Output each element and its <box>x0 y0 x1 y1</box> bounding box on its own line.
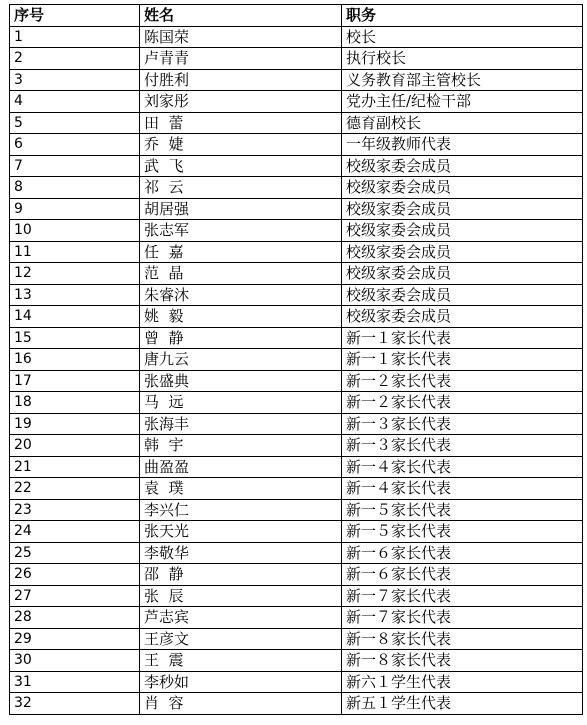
cell-position: 校长 <box>342 26 583 48</box>
cell-serial-number: 26 <box>10 564 140 586</box>
table-row <box>10 349 583 371</box>
table-row <box>10 241 583 263</box>
cell-name: 范 晶 <box>140 263 342 285</box>
cell-serial-number: 31 <box>10 671 140 693</box>
cell-name: 任 嘉 <box>140 241 342 263</box>
cell-name: 肖 容 <box>140 693 342 715</box>
cell-position: 校级家委会成员 <box>342 177 583 199</box>
cell-name: 朱睿沐 <box>140 284 342 306</box>
cell-name: 张志军 <box>140 220 342 242</box>
cell-position: 新一１家长代表 <box>342 327 583 349</box>
cell-serial-number: 19 <box>10 413 140 435</box>
cell-name: 王 震 <box>140 650 342 672</box>
cell-position: 执行校长 <box>342 48 583 70</box>
cell-serial-number: 32 <box>10 693 140 715</box>
table-row <box>10 306 583 328</box>
table-row <box>10 542 583 564</box>
cell-name: 陈国荣 <box>140 26 342 48</box>
cell-name: 王彦文 <box>140 628 342 650</box>
cell-name: 张海丰 <box>140 413 342 435</box>
cell-position: 新一２家长代表 <box>342 370 583 392</box>
cell-serial-number: 2 <box>10 48 140 70</box>
cell-position: 新一６家长代表 <box>342 542 583 564</box>
table-row <box>10 585 583 607</box>
cell-name: 卢青青 <box>140 48 342 70</box>
table-row <box>10 263 583 285</box>
table-row <box>10 392 583 414</box>
cell-serial-number: 29 <box>10 628 140 650</box>
cell-name: 刘家彤 <box>140 91 342 113</box>
table-row <box>10 607 583 629</box>
cell-position: 新一７家长代表 <box>342 585 583 607</box>
cell-position: 新一５家长代表 <box>342 499 583 521</box>
table-row <box>10 48 583 70</box>
table-row <box>10 177 583 199</box>
table-row <box>10 564 583 586</box>
cell-name: 芦志宾 <box>140 607 342 629</box>
table-row <box>10 155 583 177</box>
cell-serial-number: 3 <box>10 69 140 91</box>
cell-serial-number: 25 <box>10 542 140 564</box>
cell-serial-number: 15 <box>10 327 140 349</box>
cell-serial-number: 8 <box>10 177 140 199</box>
table-row <box>10 499 583 521</box>
cell-position: 一年级教师代表 <box>342 134 583 156</box>
cell-serial-number: 12 <box>10 263 140 285</box>
cell-serial-number: 14 <box>10 306 140 328</box>
cell-name: 邵 静 <box>140 564 342 586</box>
cell-serial-number: 24 <box>10 521 140 543</box>
cell-position: 新一４家长代表 <box>342 478 583 500</box>
cell-serial-number: 10 <box>10 220 140 242</box>
cell-serial-number: 21 <box>10 456 140 478</box>
cell-name: 唐九云 <box>140 349 342 371</box>
cell-position: 新一３家长代表 <box>342 413 583 435</box>
cell-serial-number: 1 <box>10 26 140 48</box>
cell-position: 新一８家长代表 <box>342 628 583 650</box>
cell-serial-number: 28 <box>10 607 140 629</box>
table-row <box>10 456 583 478</box>
table-row <box>10 370 583 392</box>
cell-name: 张天光 <box>140 521 342 543</box>
cell-serial-number: 17 <box>10 370 140 392</box>
cell-name: 张 辰 <box>140 585 342 607</box>
roster-table <box>9 4 583 715</box>
cell-serial-number: 27 <box>10 585 140 607</box>
cell-name: 马 远 <box>140 392 342 414</box>
cell-position: 校级家委会成员 <box>342 306 583 328</box>
cell-position: 校级家委会成员 <box>342 284 583 306</box>
cell-serial-number: 22 <box>10 478 140 500</box>
cell-serial-number: 23 <box>10 499 140 521</box>
cell-serial-number: 30 <box>10 650 140 672</box>
cell-position: 新一６家长代表 <box>342 564 583 586</box>
table-row <box>10 91 583 113</box>
roster-sheet <box>9 4 582 715</box>
table-row <box>10 671 583 693</box>
cell-position: 新五１学生代表 <box>342 693 583 715</box>
cell-position: 校级家委会成员 <box>342 263 583 285</box>
table-row <box>10 693 583 715</box>
cell-name: 曾 静 <box>140 327 342 349</box>
cell-serial-number: 7 <box>10 155 140 177</box>
table-row <box>10 112 583 134</box>
cell-position: 党办主任/纪检干部 <box>342 91 583 113</box>
header-row <box>10 5 583 27</box>
cell-position: 新一７家长代表 <box>342 607 583 629</box>
cell-name: 田 蕾 <box>140 112 342 134</box>
cell-name: 袁 璞 <box>140 478 342 500</box>
cell-position: 校级家委会成员 <box>342 220 583 242</box>
table-row <box>10 284 583 306</box>
cell-name: 曲盈盈 <box>140 456 342 478</box>
cell-position: 校级家委会成员 <box>342 198 583 220</box>
cell-serial-number: 20 <box>10 435 140 457</box>
cell-position: 校级家委会成员 <box>342 241 583 263</box>
cell-serial-number: 18 <box>10 392 140 414</box>
cell-position: 新六１学生代表 <box>342 671 583 693</box>
cell-name: 付胜利 <box>140 69 342 91</box>
cell-position: 新一２家长代表 <box>342 392 583 414</box>
table-row <box>10 650 583 672</box>
cell-name: 姚 毅 <box>140 306 342 328</box>
cell-serial-number: 5 <box>10 112 140 134</box>
cell-serial-number: 13 <box>10 284 140 306</box>
header-position: 职务 <box>342 5 583 27</box>
cell-position: 校级家委会成员 <box>342 155 583 177</box>
cell-name: 李兴仁 <box>140 499 342 521</box>
table-row <box>10 134 583 156</box>
cell-serial-number: 4 <box>10 91 140 113</box>
cell-name: 韩 宇 <box>140 435 342 457</box>
roster-body <box>10 26 583 714</box>
cell-position: 新一４家长代表 <box>342 456 583 478</box>
table-row <box>10 435 583 457</box>
cell-name: 武 飞 <box>140 155 342 177</box>
cell-name: 张盛典 <box>140 370 342 392</box>
table-row <box>10 628 583 650</box>
cell-name: 胡居强 <box>140 198 342 220</box>
cell-position: 新一３家长代表 <box>342 435 583 457</box>
table-row <box>10 413 583 435</box>
table-row <box>10 327 583 349</box>
table-row <box>10 198 583 220</box>
cell-serial-number: 11 <box>10 241 140 263</box>
cell-name: 乔 婕 <box>140 134 342 156</box>
cell-serial-number: 6 <box>10 134 140 156</box>
cell-name: 李秒如 <box>140 671 342 693</box>
table-row <box>10 478 583 500</box>
cell-name: 李敬华 <box>140 542 342 564</box>
cell-position: 德育副校长 <box>342 112 583 134</box>
cell-name: 祁 云 <box>140 177 342 199</box>
table-row <box>10 69 583 91</box>
header-serial-number: 序号 <box>10 5 140 27</box>
cell-serial-number: 9 <box>10 198 140 220</box>
cell-position: 新一１家长代表 <box>342 349 583 371</box>
cell-serial-number: 16 <box>10 349 140 371</box>
cell-position: 新一５家长代表 <box>342 521 583 543</box>
header-name: 姓名 <box>140 5 342 27</box>
cell-position: 义务教育部主管校长 <box>342 69 583 91</box>
cell-position: 新一８家长代表 <box>342 650 583 672</box>
table-row <box>10 26 583 48</box>
table-row <box>10 220 583 242</box>
table-row <box>10 521 583 543</box>
